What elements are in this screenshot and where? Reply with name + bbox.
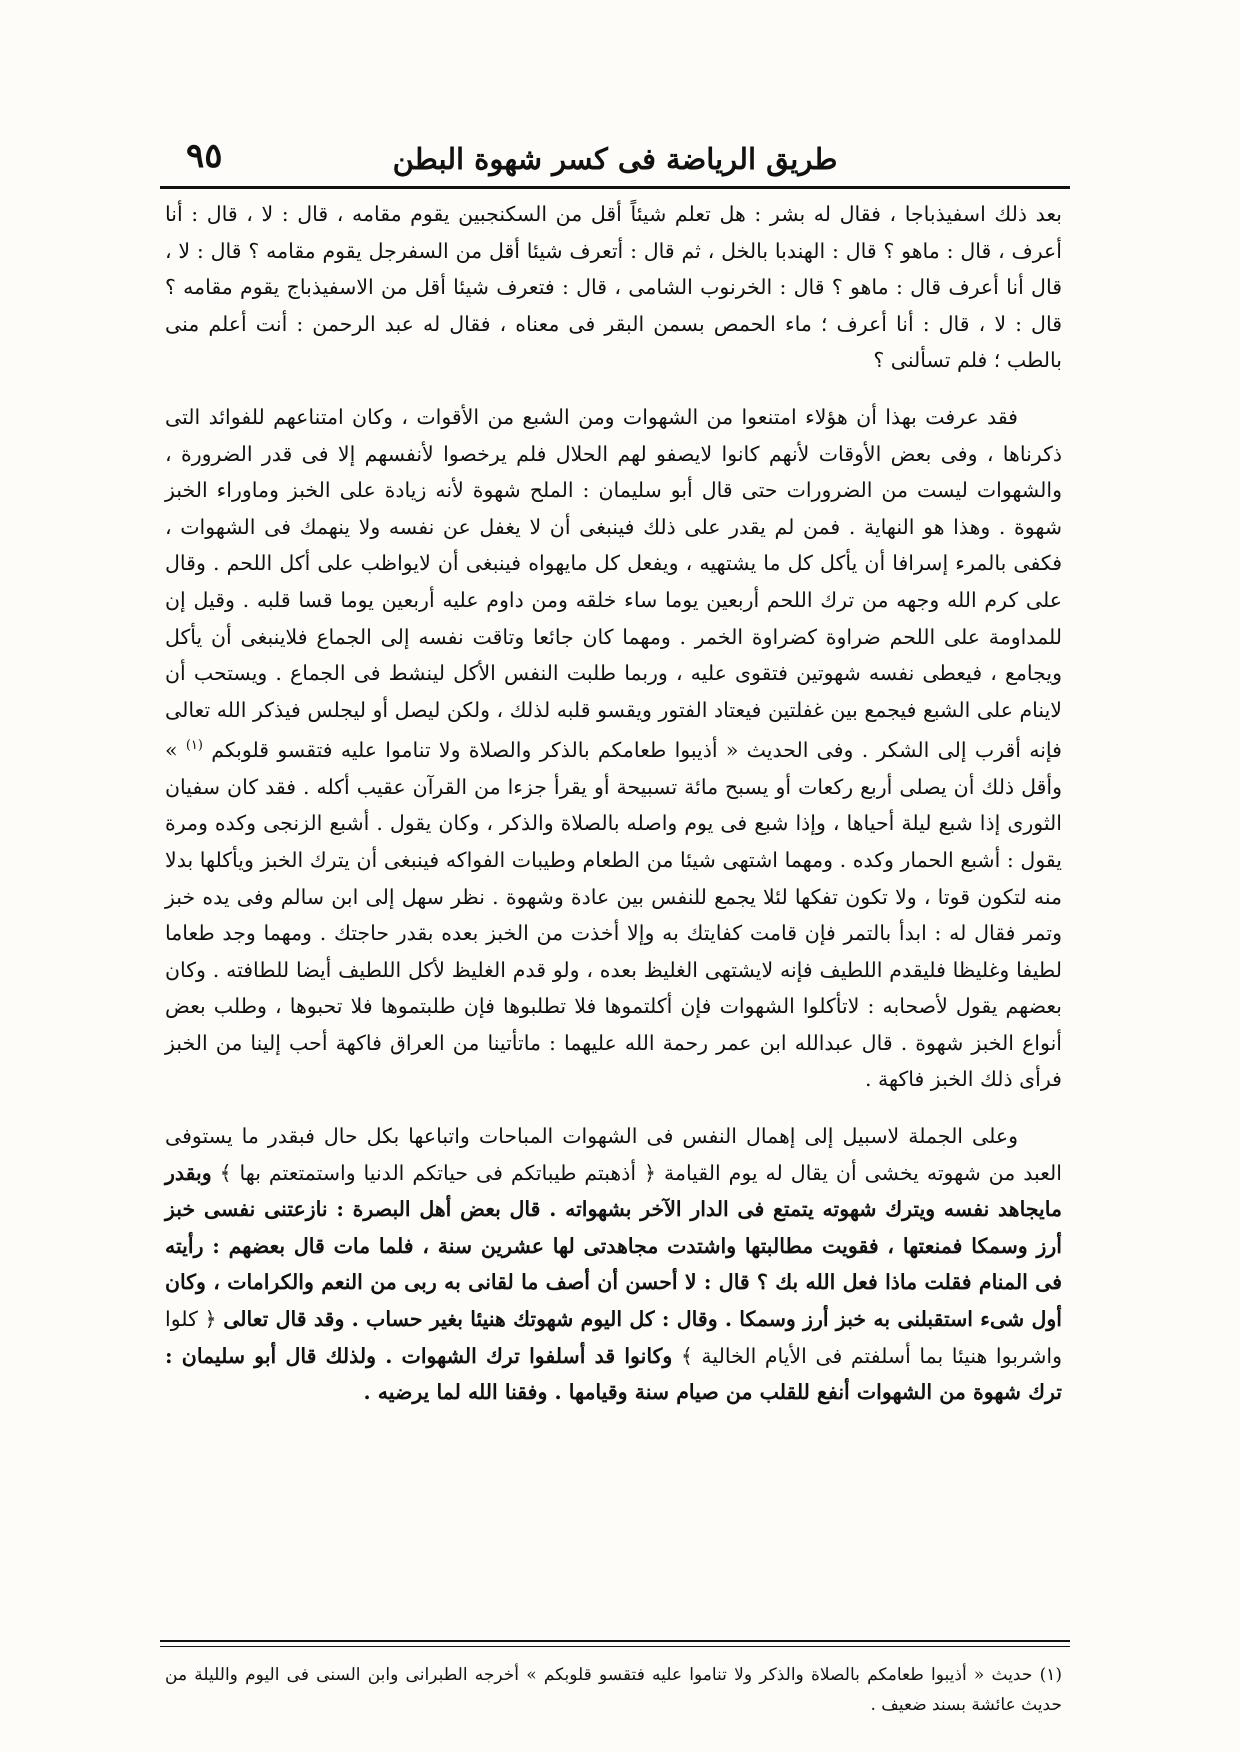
paragraph-3-part-a: وعلى الجملة لاسبيل إلى إهمال النفس فى الشهوات المباحات واتباعها بكل حال فبقدر ما يستوفى العبد من شهوته يخشى أن يقال له يوم القيامة xyxy=(165,1124,1062,1185)
header-rule xyxy=(160,186,1070,189)
footnote-reference: (١) xyxy=(185,738,203,754)
main-text xyxy=(165,196,1062,1411)
page-header xyxy=(160,130,1070,182)
paragraph-2-part-b: » وأقل ذلك أن يصلى أربع ركعات أو يسبح مائة تسبيحة أو يقرأ جزءا من القرآن عقيب أكله . فقد كان سفيان الثورى إذا شبع ليلة أحياها ، وإذا شبع فى يوم واصله بالصلاة والذكر ، وكان يقول . أشبع الزنجى وكده ومرة يقول : أشبع الحمار وكده . ومهما اشتهى شيئا من الطعام وطيبات الفواكه فينبغى أن يترك الخبز ويأكلها بدلا منه لتكون قوتا ، ولا تكون تفكها لئلا يجمع للنفس بين عادة وشهوة . نظر سهل إلى ابن سالم وفى يده خبز وتمر فقال له : ابدأ بالتمر فإن قامت كفايتك به وإلا أخذت من الخبز بعده بقدر حاجتك . ومهما وجد طعاما لطيفا وغليظا فليقدم اللطيف فإنه لايشتهى الغليظ بعده ، ولو قدم الغليظ لأكل اللطيف أيضا للطافته . وكان بعضهم يقول لأصحابه : لاتأكلوا الشهوات فإن أكلتموها فلا تطلبوها فإن طلبتموها فلا تحبوها ، وطلب بعض أنواع الخبز شهوة . قال عبدالله ابن عمر رحمة الله عليهما : ماتأتينا من العراق فاكهة أحب إلينا من الخبز فرأى ذلك الخبز فاكهة . xyxy=(165,738,1062,1092)
paragraph-3-part-c: وكانوا قد أسلفوا ترك الشهوات . ولذلك قال أبو سليمان : ترك شهوة من الشهوات أنفع للقلب من صيام سنة وقيامها . وفقنا الله لما يرضيه . xyxy=(165,1343,1062,1405)
footnote-rule xyxy=(160,1640,1070,1642)
paragraph-3 xyxy=(165,1118,1062,1411)
paragraph-2 xyxy=(165,399,1062,1098)
paragraph-1: بعد ذلك اسفيذباجا ، فقال له بشر : هل تعلم شيئاً أقل من السكنجبين يقوم مقامه ، قال : لا ، قال : أنا أعرف ، قال : ماهو ؟ قال : الهندبا بالخل ، ثم قال : أتعرف شيئا أقل من السفرجل يقوم مقامه ؟ قال : لا ، قال أنا أعرف قال : ماهو ؟ قال : الخرنوب الشامى ، قال : فتعرف شيئا أقل من الاسفيذباج يقوم مقامه ؟ قال : لا ، قال : أنا أعرف ؛ ماء الحمص بسمن البقر فى معناه ، فقال له عبد الرحمن : أنت أعلم منى بالطب ؛ فلم تسألنى ؟ xyxy=(165,202,1062,373)
quran-quote-1: ﴿ أذهبتم طيباتكم فى حياتكم الدنيا واستمتعتم بها ﴾ xyxy=(219,1160,657,1185)
footnote-rule-thin xyxy=(160,1646,1070,1647)
quran-quote-2: ﴿ كلوا واشربوا هنيئا بما أسلفتم فى الأيام الخالية ﴾ xyxy=(165,1307,1062,1368)
page-number: ٩٥ xyxy=(186,136,223,176)
paragraph-2-part-a: فقد عرفت بهذا أن هؤلاء امتنعوا من الشهوات ومن الشبع من الأقوات ، وكان امتناعهم للفوائد التى ذكرناها ، وفى بعض الأوقات لأنهم كانوا لايصفو لهم الحلال فلم يرخصوا لأنفسهم إلا فى قدر الضرورة ، والشهوات ليست من الضرورات حتى قال أبو سليمان : الملح شهوة لأنه زيادة على الخبز وماوراء الخبز شهوة . وهذا هو النهاية . فمن لم يقدر على ذلك فينبغى أن لا يغفل عن نفسه ولا ينهمك فى الشهوات ، فكفى بالمرء إسرافا أن يأكل كل ما يشتهيه ، ويفعل كل مايهواه فينبغى أن لايواظب على أكل اللحم . وقال على كرم الله وجهه من ترك اللحم أربعين يوما ساء خلقه ومن داوم عليه أربعين يوما قسا قلبه . وقيل إن للمداومة على اللحم ضراوة كضراوة الخمر . ومهما كان جائعا وتاقت نفسه إلى الجماع فلاينبغى أن يأكل ويجامع ، فيعطى نفسه شهوتين فتقوى عليه ، وربما طلبت النفس الأكل لينشط فى الجماع . ويستحب أن لاينام على الشبع فيجمع بين غفلتين فيعتاد الفتور ويقسو قلبه لذلك ، ولكن ليصل أو ليجلس فيذكر الله تعالى فإنه أقرب إلى الشكر . وفى الحديث « أذيبوا طعامكم بالذكر والصلاة ولا تناموا عليه فتقسو قلوبكم xyxy=(165,404,1062,763)
paragraph-3-part-b: وبقدر مايجاهد نفسه ويترك شهوته يتمتع فى الدار الآخر بشهواته . قال بعض أهل البصرة : نازعتنى نفسى خبز أرز وسمكا فمنعتها ، فقويت مطالبتها واشتدت مجاهدتى لها عشرين سنة ، فلما مات قال بعضهم : رأيته فى المنام فقلت ماذا فعل الله بك ؟ قال : لا أحسن أن أصف ما لقانى به ربى من النعم والكرامات ، وكان أول شىء استقبلنى به خبز أرز وسمكا . وقال : كل اليوم شهوتك هنيئا بغير حساب . وقد قال تعالى xyxy=(165,1160,1062,1332)
running-title: طريق الرياضة فى كسر شهوة البطن xyxy=(392,142,838,176)
footnote: (١) حديث « أذيبوا طعامكم بالصلاة والذكر ولا تناموا عليه فتقسو قلوبكم » أخرجه الطبرانى وابن السنى فى اليوم والليلة من حديث عائشة بسند ضعيف . xyxy=(165,1665,1062,1715)
